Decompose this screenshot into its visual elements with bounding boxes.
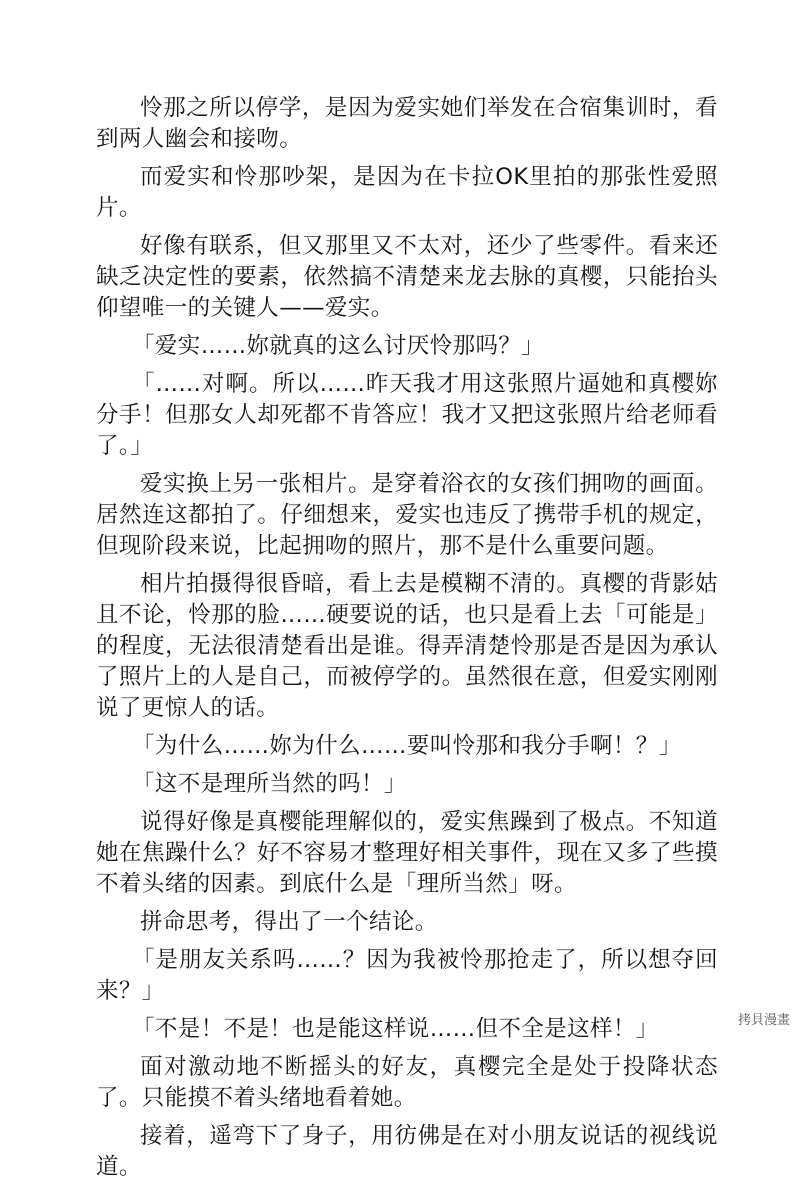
paragraph: 而爱实和怜那吵架，是因为在卡拉OK里拍的那张性爱照片。 <box>96 164 718 221</box>
paragraph: 相片拍摄得很昏暗，看上去是模糊不清的。真樱的背影姑且不论，怜那的脸……硬要说的话，也只是看上去「可能是」的程度，无法很清楚看出是谁。得弄清楚怜那是否是因为承认了照片上的人是自己，而被停学的。虽然很在意，但爱实刚刚说了更惊人的话。 <box>96 571 718 721</box>
dialogue-line: 「爱实……妳就真的这么讨厌怜那吗？」 <box>132 333 545 359</box>
dialogue-line: 「……对啊。所以……昨天我才用这张照片逼她和真樱妳分手！但那女人却死都不肯答应！我才又把这张照片给老师看了。」 <box>96 371 718 459</box>
paragraph: 面对激动地不断摇头的好友，真樱完全是处于投降状态了。只能摸不着头绪地看着她。 <box>96 1054 718 1111</box>
paragraph: 好像有联系，但又那里又不太对，还少了些零件。看来还缺乏决定性的要素，依然搞不清楚来龙去脉的真樱，只能抬头仰望唯一的关键人——爱实。 <box>96 233 718 321</box>
paragraph: 怜那之所以停学，是因为爱实她们举发在合宿集训时，看到两人幽会和接吻。 <box>96 95 718 152</box>
watermark-logo: 拷貝漫畫 <box>737 1013 790 1028</box>
paragraph: 说得好像是真樱能理解似的，爱实焦躁到了极点。不知道她在焦躁什么？好不容易才整理好相关事件，现在又多了些摸不着头绪的因素。到底什么是「理所当然」呀。 <box>96 809 718 897</box>
paragraph: 拼命思考，得出了一个结论。 <box>140 909 438 935</box>
paragraph: 接着，遥弯下了身子，用彷佛是在对小朋友说话的视线说道。 <box>96 1123 718 1180</box>
dialogue-line: 「这不是理所当然的吗！」 <box>132 771 407 797</box>
dialogue-line: 「为什么……妳为什么……要叫怜那和我分手啊！？」 <box>132 733 682 759</box>
body-text <box>96 93 718 1190</box>
dialogue-line: 「不是！不是！也是能这样说……但不全是这样！」 <box>132 1016 659 1042</box>
paragraph: 爱实换上另一张相片。是穿着浴衣的女孩们拥吻的画面。居然连这都拍了。仔细想来，爱实也违反了携带手机的规定，但现阶段来说，比起拥吻的照片，那不是什么重要问题。 <box>96 471 718 559</box>
dialogue-line: 「是朋友关系吗……？因为我被怜那抢走了，所以想夺回来？」 <box>96 947 718 1004</box>
